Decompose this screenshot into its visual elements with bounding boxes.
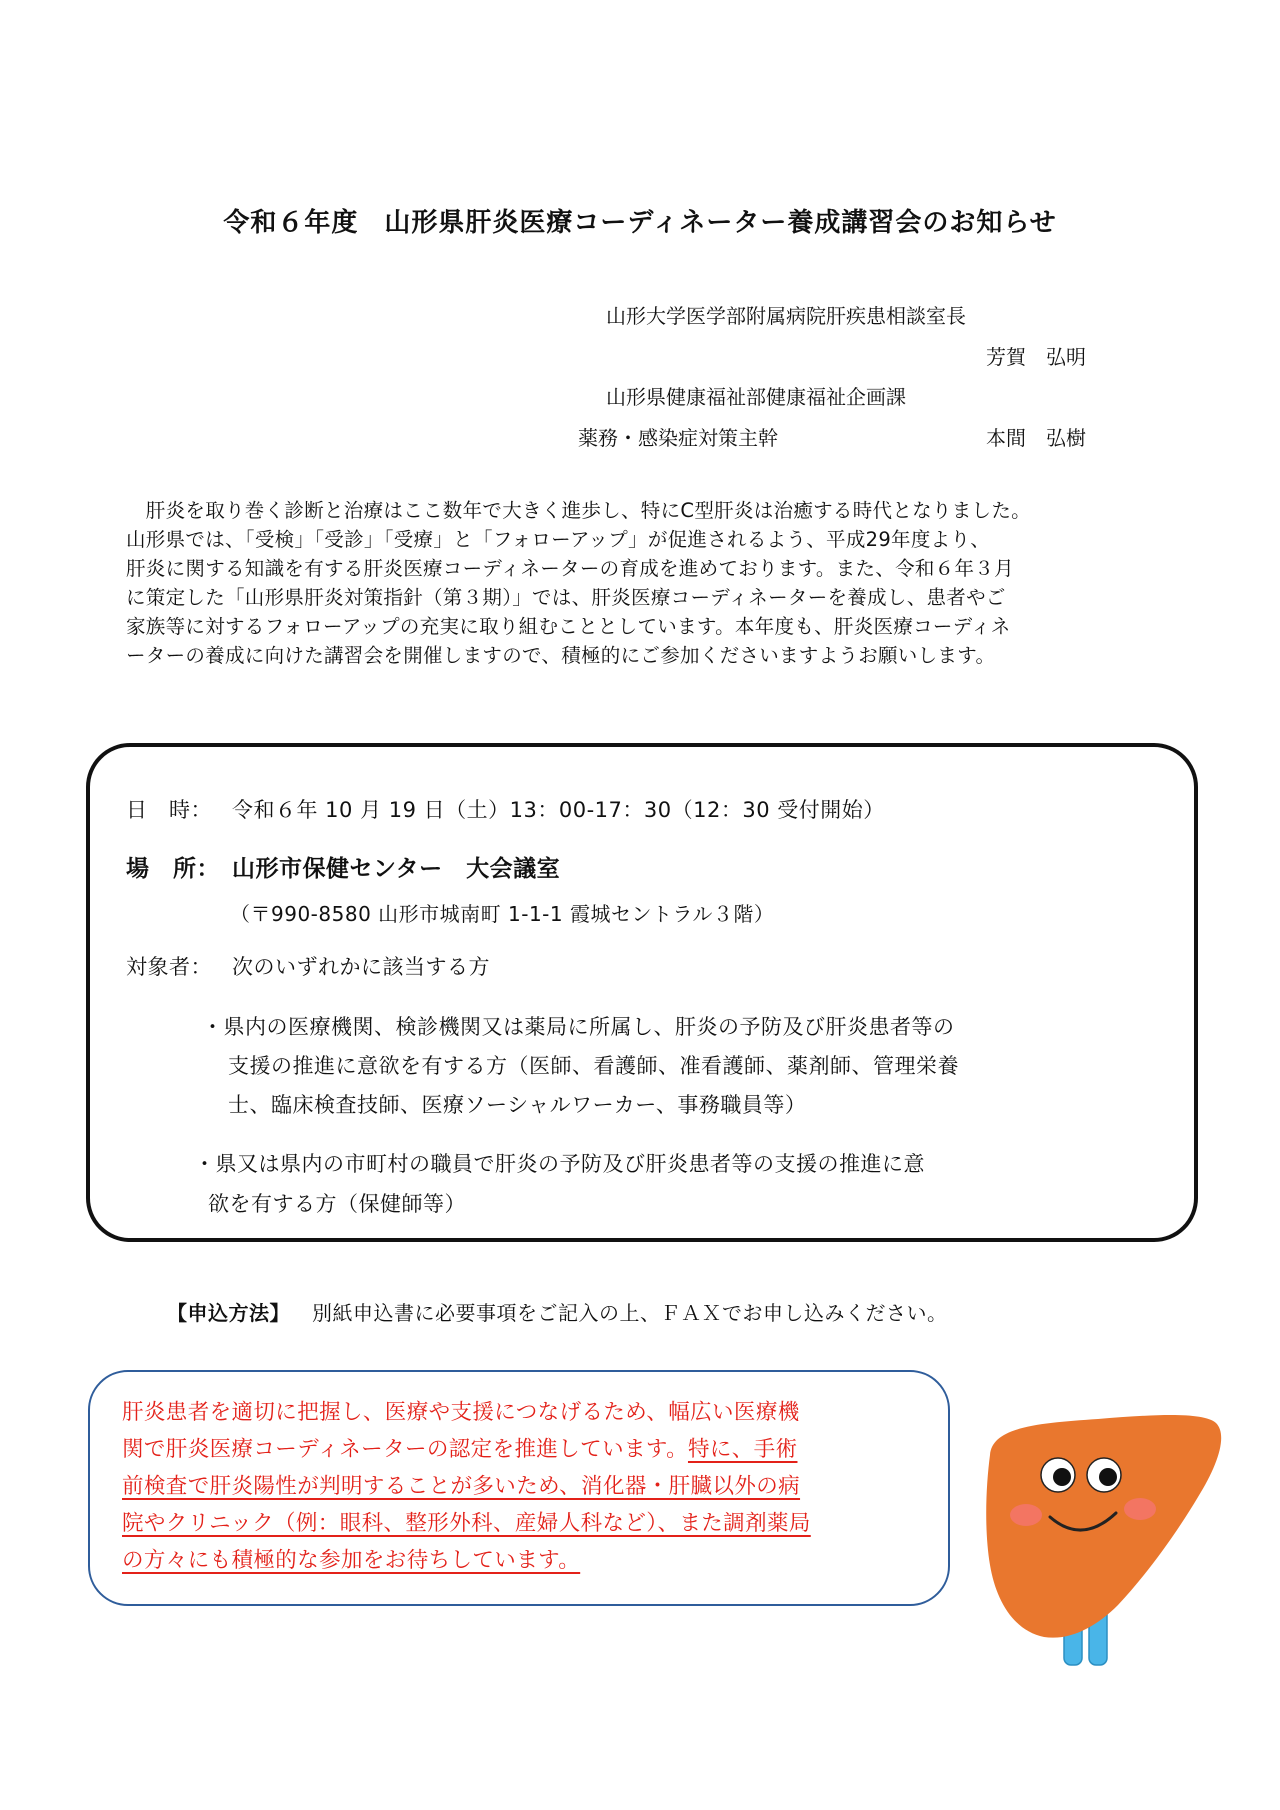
sender-2-title: 薬務・感染症対策主幹 [578, 426, 778, 450]
application-text: 別紙申込書に必要事項をご記入の上、ＦＡＸでお申し込みください。 [312, 1301, 948, 1325]
application-label: 【申込方法】 [167, 1301, 290, 1325]
sender-1-org: 山形大学医学部附属病院肝疾患相談室長 [606, 304, 966, 328]
target-item-2-line: 欲を有する方（保健師等） [208, 1192, 466, 1216]
intro-line: 肝炎に関する知識を有する肝炎医療コーディネーターの育成を進めております。また、令和６年３月 [126, 557, 1014, 580]
mascot-body [986, 1415, 1221, 1638]
target-item-2-line: ・県又は県内の市町村の職員で肝炎の予防及び肝炎患者等の支援の推進に意 [194, 1152, 925, 1176]
sender-1-name: 芳賀 弘明 [986, 345, 1086, 369]
notice-line-2-plain: 関で肝炎医療コーディネーターの認定を推進しています。 [122, 1437, 688, 1462]
intro-line: 肝炎を取り巻く診断と治療はここ数年で大きく進歩し、特にC型肝炎は治癒する時代となりました。 [126, 499, 1031, 522]
title-year: 令和６年度 [223, 208, 359, 238]
event-target [126, 951, 490, 983]
intro-paragraph [126, 496, 1138, 670]
mascot-cheek [1124, 1498, 1156, 1520]
mascot-pupil [1099, 1468, 1117, 1486]
place-value: 山形市保健センター 大会議室 [232, 856, 561, 882]
place-address: （〒990-8580 山形市城南町 1-1-1 霞城セントラル３階） [230, 902, 775, 926]
event-place [126, 853, 560, 885]
liver-mascot-icon [978, 1405, 1232, 1675]
mascot-pupil [1053, 1468, 1071, 1486]
notice-line-2-underlined: 特に、手術 [687, 1437, 798, 1462]
notice-line: 院やクリニック（例：眼科、整形外科、産婦人科など）、また調剤薬局 [122, 1511, 811, 1536]
intro-line: 山形県では、「受検」「受診」「受療」と「フォローアップ」が促進されるよう、平成29年度より、 [126, 528, 991, 551]
title-main: 山形県肝炎医療コーディネーター養成講習会のお知らせ [384, 208, 1057, 238]
notice-line: 肝炎患者を適切に把握し、医療や支援につなげるため、幅広い医療機 [122, 1400, 800, 1425]
notice-line [122, 1431, 948, 1468]
target-item-1-line: ・県内の医療機関、検診機関又は薬局に所属し、肝炎の予防及び肝炎患者等の [202, 1015, 955, 1039]
page-title [0, 203, 1280, 243]
target-item-1-line: 士、臨床検査技師、医療ソーシャルワーカー、事務職員等） [228, 1093, 807, 1117]
target-value: 次のいずれかに該当する方 [232, 955, 490, 979]
notice-line: の方々にも積極的な参加をお待ちしています。 [122, 1548, 581, 1573]
intro-line: ーターの養成に向けた講習会を開催しますので、積極的にご参加くださいますようお願いします。 [126, 644, 996, 667]
datetime-label: 日 時： [126, 798, 212, 822]
notice-line: 前検査で肝炎陽性が判明することが多いため、消化器・肝臓以外の病 [122, 1474, 801, 1499]
intro-line: 家族等に対するフォローアップの充実に取り組むこととしています。本年度も、肝炎医療コーディネ [126, 615, 1011, 638]
target-item-1-line: 支援の推進に意欲を有する方（医師、看護師、准看護師、薬剤師、管理栄養 [228, 1054, 959, 1078]
target-label: 対象者： [126, 955, 212, 979]
event-datetime [126, 794, 885, 826]
datetime-value: 令和６年 10 月 19 日（土）13：00-17：30（12：30 受付開始） [232, 798, 885, 822]
mascot-cheek [1010, 1504, 1042, 1526]
notice-box [88, 1370, 950, 1606]
application-method [167, 1298, 948, 1328]
place-label: 場 所： [126, 856, 220, 882]
sender-2-org: 山形県健康福祉部健康福祉企画課 [606, 385, 906, 409]
sender-2-name: 本間 弘樹 [986, 426, 1086, 450]
intro-line: に策定した「山形県肝炎対策指針（第３期）」では、肝炎医療コーディネーターを養成し、患者やご [126, 586, 1006, 609]
